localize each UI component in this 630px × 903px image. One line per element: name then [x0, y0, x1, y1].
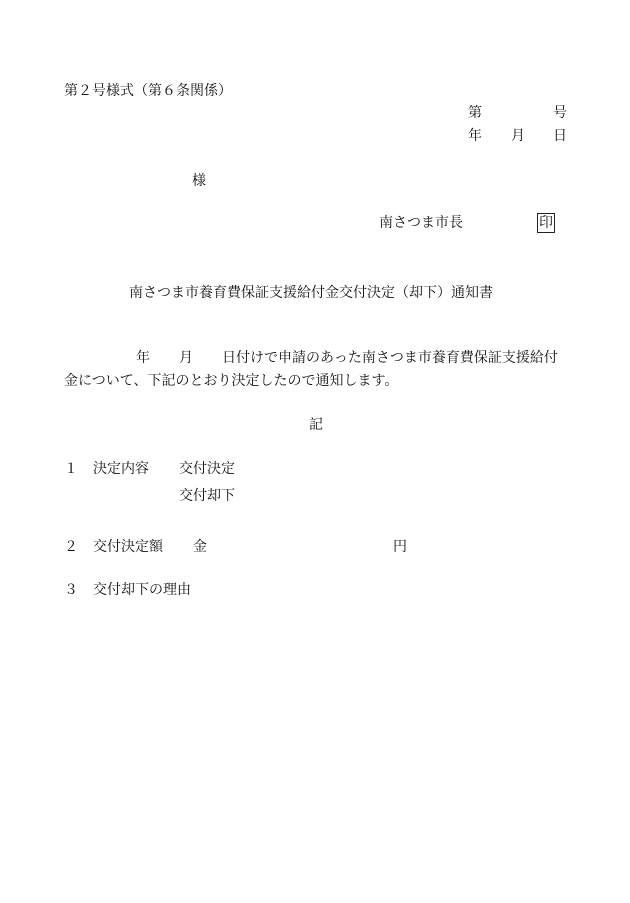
option-grant: 交付決定 — [179, 461, 235, 477]
form-label: 第２号様式（第６条関係） — [64, 83, 232, 99]
seal-mark: 印 — [539, 215, 553, 231]
item-number: ２ — [64, 539, 78, 555]
number-suffix: 号 — [553, 105, 567, 121]
addressee-honorific: 様 — [192, 173, 206, 189]
body-year: 年 — [136, 350, 150, 366]
number-prefix: 第 — [468, 105, 482, 121]
amount-prefix: 金 — [193, 539, 207, 555]
body-line2: 金について、下記のとおり決定したので通知します。 — [64, 373, 399, 389]
item-number: ３ — [64, 582, 78, 598]
item-label: 交付却下の理由 — [93, 582, 191, 598]
sender-name: 南さつま市長 — [379, 215, 463, 231]
document-title: 南さつま市養育費保証支援給付金交付決定（却下）通知書 — [129, 285, 493, 301]
item-label: 決定内容 — [93, 461, 149, 477]
ki-heading: 記 — [309, 417, 323, 433]
body-line1: 日付けで申請のあった南さつま市養育費保証支援給付 — [222, 350, 558, 366]
date-month: 月 — [511, 128, 525, 144]
item-number: １ — [64, 461, 78, 477]
body-month: 月 — [179, 350, 193, 366]
date-day: 日 — [553, 128, 567, 144]
item-label: 交付決定額 — [93, 539, 163, 555]
option-reject: 交付却下 — [179, 488, 235, 504]
date-year: 年 — [468, 128, 482, 144]
amount-unit: 円 — [393, 539, 407, 555]
